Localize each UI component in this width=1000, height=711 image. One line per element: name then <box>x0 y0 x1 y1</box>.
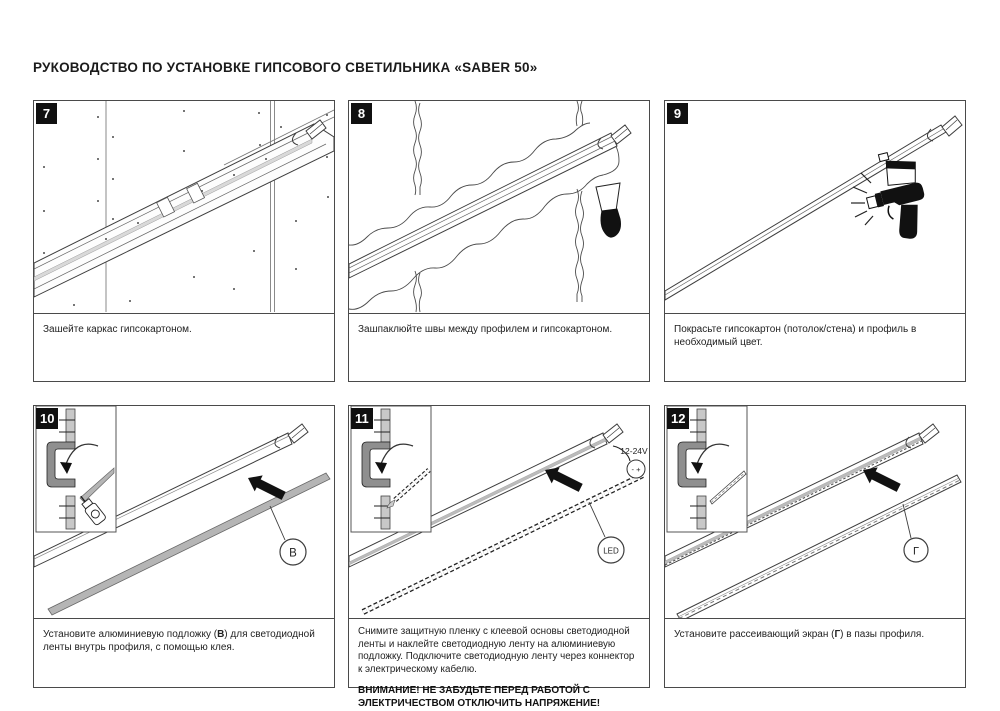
voltage-label: 12-24V <box>620 446 648 456</box>
plaster-profile-band <box>349 125 631 278</box>
step-caption: Установите алюминиевую подложку (В) для светодиодной ленты внутрь профиля, с помощью клея. <box>34 618 334 687</box>
svg-text:В: В <box>289 547 297 560</box>
putty-seams-illustration <box>349 101 649 313</box>
drywall-sheathing-illustration <box>34 101 334 313</box>
step-panel-11 <box>348 405 650 709</box>
spray-gun-icon <box>857 146 934 247</box>
step-caption: Зашпаклюйте швы между профилем и гипсокартоном. <box>349 313 649 381</box>
insert-arrow-icon <box>545 467 583 492</box>
callout-circle <box>904 538 928 562</box>
step-number-badge: 11 <box>351 408 373 429</box>
svg-text:LED: LED <box>603 546 619 556</box>
page-title: РУКОВОДСТВО ПО УСТАНОВКЕ ГИПСОВОГО СВЕТИЛЬНИКА «SABER 50» <box>33 60 538 75</box>
led-strip-illustration <box>349 406 649 618</box>
callout-circle <box>598 537 624 563</box>
step-caption: Зашейте каркас гипсокартоном. <box>34 313 334 381</box>
warning-text: ВНИМАНИЕ! НЕ ЗАБУДЬТЕ ПЕРЕД РАБОТОЙ С ЭЛЕКТРИЧЕСТВОМ ОТКЛЮЧИТЬ НАПРЯЖЕНИЕ! <box>358 684 601 709</box>
step-panel-8 <box>348 100 650 382</box>
step-panel-10 <box>33 405 335 688</box>
step-number-badge: 8 <box>351 103 372 124</box>
recessed-profile-band <box>34 120 334 297</box>
step-panel-7 <box>33 100 335 382</box>
callout-leader <box>270 506 285 540</box>
step-number-badge: 10 <box>36 408 58 429</box>
svg-text:Г: Г <box>913 545 919 558</box>
diffuser-screen-illustration <box>665 406 965 618</box>
step-caption: Установите рассеивающий экран (Г) в пазы профиля. <box>665 618 965 687</box>
step-panel-12 <box>664 405 966 688</box>
insert-arrow-icon <box>248 475 286 500</box>
insert-arrow-icon <box>863 467 901 492</box>
callout-circle <box>280 539 306 565</box>
aluminum-backing-illustration <box>34 406 334 618</box>
step-number-badge: 9 <box>667 103 688 124</box>
wavy-board-seams <box>414 101 584 312</box>
step-caption: Покрасьте гипсокартон (потолок/стена) и профиль в необходимый цвет. <box>665 313 965 381</box>
step-number-badge: 12 <box>667 408 689 429</box>
svg-text:- +: - + <box>631 465 641 474</box>
step-panel-9 <box>664 100 966 382</box>
step-caption: Снимите защитную пленку с клеевой основы светодиодной ленты и наклейте светодиодную ленту на алюминиевую подложку. Подключите светодиодную ленту через коннектор к электрическому кабелю. ВНИМАНИЕ! НЕ ЗАБУДЬТЕ ПЕРЕД РАБОТОЙ С ЭЛЕКТРИЧЕСТВОМ ОТКЛЮЧИТЬ НАПРЯЖЕНИЕ! <box>349 618 649 687</box>
putty-knife-icon <box>596 183 621 237</box>
terminal-circle <box>627 460 645 478</box>
callout-leader <box>589 502 605 537</box>
step-number-badge: 7 <box>36 103 57 124</box>
spray-paint-illustration <box>665 101 965 313</box>
